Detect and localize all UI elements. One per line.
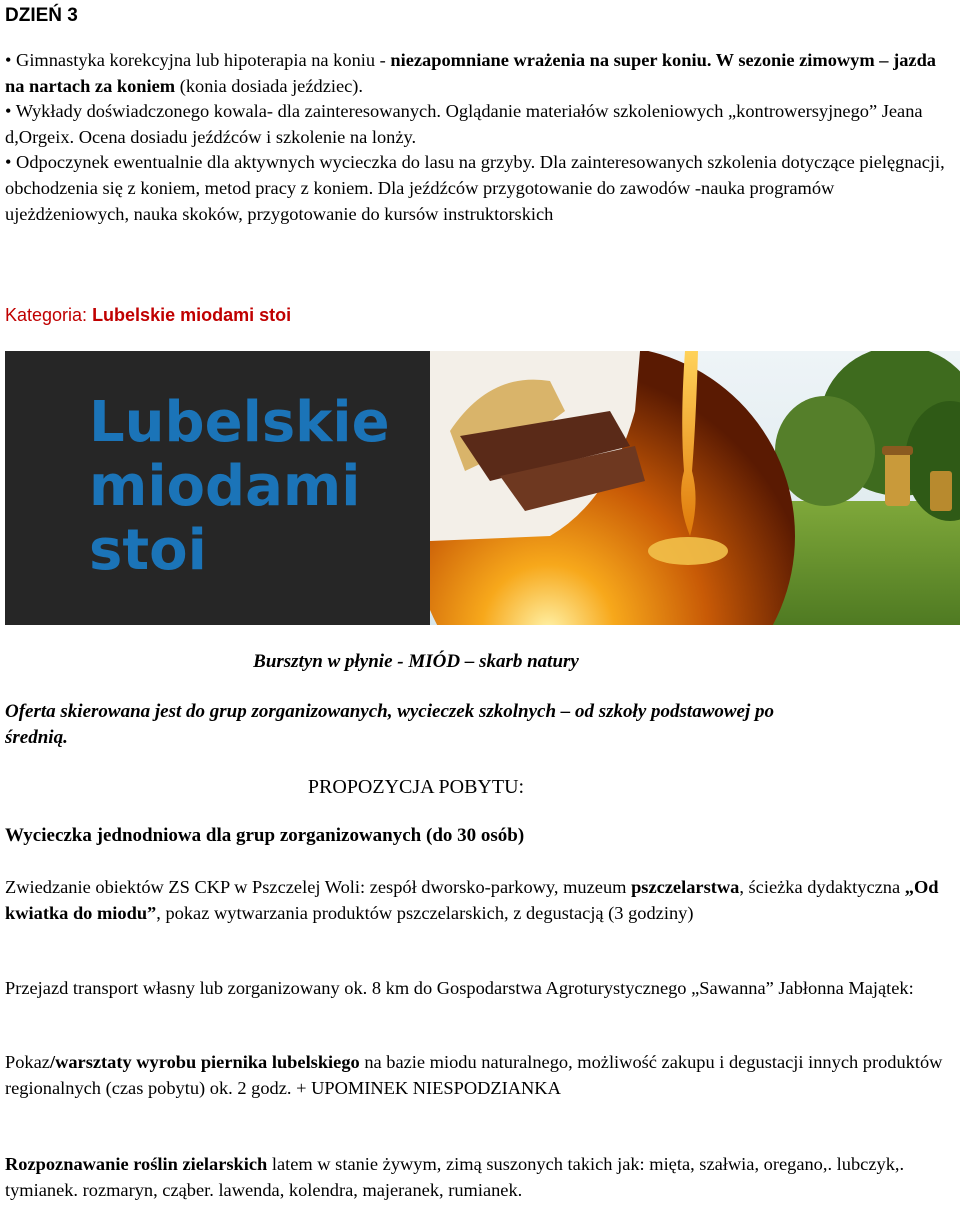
banner-logo-text: Lubelskie miodami stoi xyxy=(89,390,390,583)
honey-drop-pool xyxy=(648,537,728,565)
workshop-title: /warsztaty wyrobu piernika lubelskiego xyxy=(49,1052,360,1072)
workshop-rest: na bazie miodu naturalnego, możliwość zakupu i degustacji innych produktów regionalnych (czas pobytu) ok. 2 godz. + UPOMINEK NIESPODZIANKA xyxy=(5,1052,943,1098)
sightseeing-path: , ścieżka dydaktyczna xyxy=(739,877,905,897)
bullet-gymnastics-highlight: niezapomniane wrażenia na super koniu. W sezonie zimowym – jazda na nartach za koniem xyxy=(5,50,936,96)
paragraph-herbs xyxy=(5,1152,945,1203)
activity-bullets xyxy=(5,48,955,227)
category-line xyxy=(5,303,291,327)
bullet-rest-training: • Odpoczynek ewentualnie dla aktywnych wycieczka do lasu na grzyby. Dla zainteresowanych szkolenia dotyczące pielęgnacji, obchodzenia się z koniem, metod pracy z koniem. Dla jeźdźców przygotowanie do zawodów -nauka programów ujeżdżeniowych, nauka skoków, przygotowanie do kursów instruktorskich xyxy=(5,152,945,224)
sightseeing-museum: pszczelarstwa xyxy=(631,877,740,897)
bullet-farrier-lectures: • Wykłady doświadczonego kowala- dla zainteresowanych. Oglądanie materiałów szkoleniowych „kontrowersyjnego” Jeana d,Orgeix. Ocena dosiadu jeźdźców i szkolenie na lonży. xyxy=(5,101,923,147)
tree-canopy-3 xyxy=(775,396,875,506)
beehive-2 xyxy=(930,471,952,511)
honey-banner-image xyxy=(5,351,960,625)
bullet-gymnastics xyxy=(5,48,955,99)
offer-text: Oferta skierowana jest do grup zorganizowanych, wycieczek szkolnych – od szkoły podstawowej po średnią. xyxy=(5,701,774,748)
proposal-heading: PROPOZYCJA POBYTU: xyxy=(307,776,525,798)
bullet-gymnastics-note: (konia dosiada jeździec). xyxy=(175,75,364,96)
tagline: Bursztyn w płynie - MIÓD – skarb natury xyxy=(253,651,579,672)
paragraph-transport: Przejazd transport własny lub zorganizowany ok. 8 km do Gospodarstwa Agroturystycznego „Sawanna” Jabłonna Majątek: xyxy=(5,978,914,998)
logo-panel xyxy=(5,351,430,625)
sightseeing-rest: , pokaz wytwarzania produktów pszczelarskich, z degustacją (3 godziny) xyxy=(156,902,694,923)
bullet-gymnastics-text: • Gimnastyka korekcyjna lub hipoterapia na koniu - xyxy=(5,50,391,70)
paragraph-workshop xyxy=(5,1050,945,1101)
category-link[interactable]: Lubelskie miodami stoi xyxy=(92,305,292,325)
honey-photo-illustration xyxy=(430,351,960,625)
day-heading: DZIEŃ 3 xyxy=(5,5,78,26)
paragraph-sightseeing xyxy=(5,875,945,926)
sightseeing-path-name: „Od kwiatka do miodu” xyxy=(5,877,939,923)
workshop-intro: Pokaz xyxy=(5,1052,50,1072)
beehive xyxy=(885,451,910,506)
herbs-title: Rozpoznawanie roślin zielarskich xyxy=(5,1154,268,1174)
sightseeing-intro: Zwiedzanie obiektów ZS CKP w Pszczelej Woli: zespół dworsko-parkowy, muzeum xyxy=(5,877,632,897)
category-label: Kategoria: xyxy=(5,305,93,325)
herbs-rest: latem w stanie żywym, zimą suszonych takich jak: mięta, szałwia, oregano,. lubczyk,. tymianek. rozmaryn, cząber. lawenda, kolendra, majeranek, rumianek. xyxy=(5,1154,905,1200)
trip-title: Wycieczka jednodniowa dla grup zorganizowanych (do 30 osób) xyxy=(5,825,525,846)
beehive-roof xyxy=(882,446,913,455)
